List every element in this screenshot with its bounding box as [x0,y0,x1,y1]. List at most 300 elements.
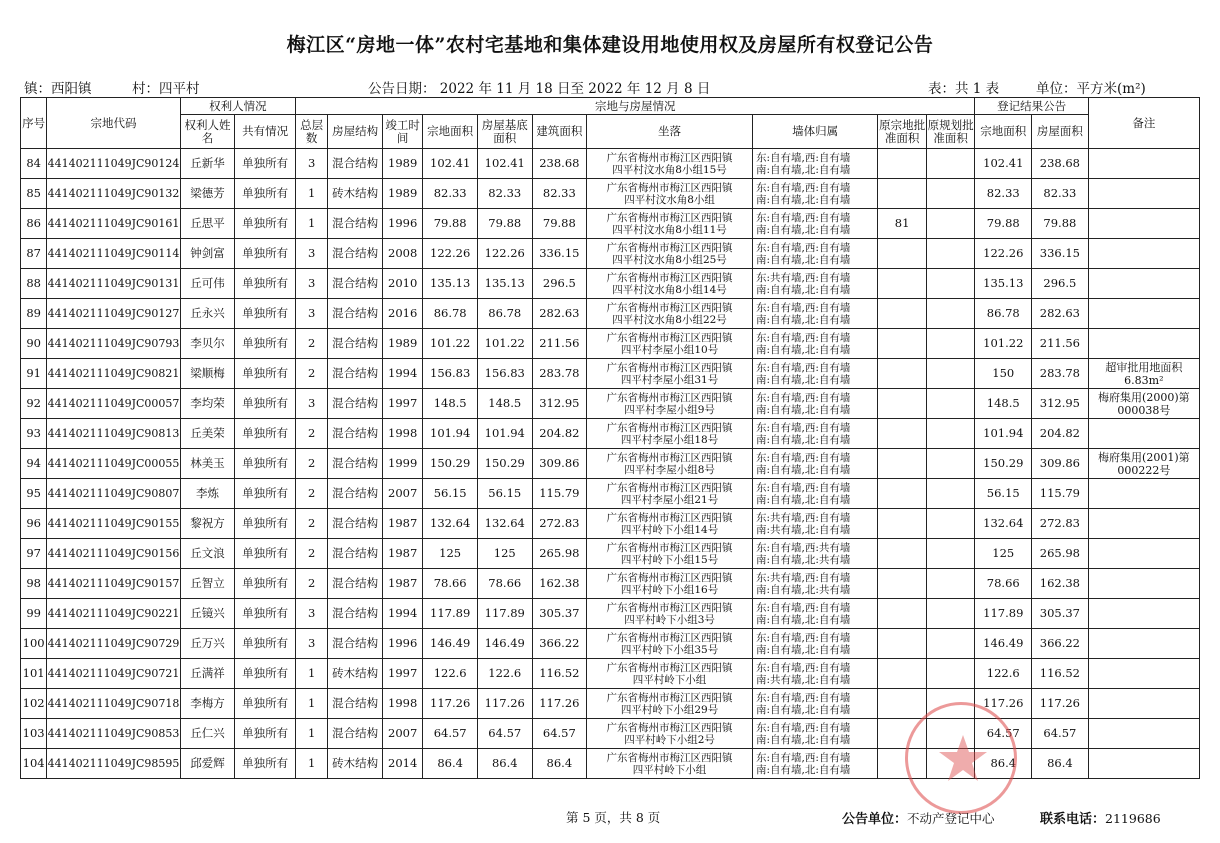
cell-orig-approved [878,149,927,179]
table-row [21,329,1200,359]
cell-wall-line1: 东:自有墙,西:自有墙 [755,721,851,734]
cell-wall-line1: 东:自有墙,西:自有墙 [755,631,851,644]
table-row [21,479,1200,509]
cell-floors: 2 [295,479,327,509]
cell-res-land: 125 [975,539,1032,569]
cell-location-line2: 四平村汶水角8小组11号 [612,223,727,236]
cell-structure: 混合结构 [328,449,383,479]
cell-res-house: 64.57 [1032,719,1089,749]
cell-location [587,419,753,449]
cell-structure: 混合结构 [328,269,383,299]
cell-base-area: 64.57 [477,719,532,749]
cell-land-area: 156.83 [423,359,478,389]
cell-structure: 混合结构 [328,389,383,419]
cell-seq: 94 [21,449,47,479]
cell-wall-line1: 东:共有墙,西:自有墙 [755,571,851,584]
cell-structure: 混合结构 [328,299,383,329]
cell-owner: 钟剑富 [180,239,235,269]
cell-build-area: 82.33 [532,179,587,209]
cell-base-area: 125 [477,539,532,569]
cell-wall-line2: 南:自有墙,北:自有墙 [755,163,851,176]
cell-wall-line1: 东:自有墙,西:自有墙 [755,211,851,224]
cell-res-house: 336.15 [1032,239,1089,269]
table-row [21,449,1200,479]
cell-orig-planned [926,329,975,359]
table-body [21,149,1200,779]
cell-code: 441402111049JC90221 [47,599,180,629]
header-base-area: 房屋基底面积 [477,115,532,149]
cell-res-land: 101.22 [975,329,1032,359]
table-row [21,629,1200,659]
cell-wall-line1: 东:自有墙,西:自有墙 [755,241,851,254]
cell-owner: 梁顺梅 [180,359,235,389]
cell-code: 441402111049JC90155 [47,509,180,539]
cell-location [587,479,753,509]
cell-structure: 混合结构 [328,149,383,179]
cell-land-area: 125 [423,539,478,569]
cell-base-area: 132.64 [477,509,532,539]
cell-wall-line1: 东:自有墙,西:自有墙 [755,181,851,194]
cell-wall [752,449,877,479]
cell-remark [1088,719,1199,749]
cell-res-house: 366.22 [1032,629,1089,659]
cell-build-area: 283.78 [532,359,587,389]
cell-orig-planned [926,599,975,629]
cell-wall [752,689,877,719]
cell-share: 单独所有 [235,539,296,569]
cell-share: 单独所有 [235,329,296,359]
cell-location-line2: 四平村李屋小组21号 [620,493,719,506]
notice-date: 公告日期： 2022 年 11 月 18 日至 2022 年 12 月 8 日 [368,81,711,97]
cell-location-line2: 四平村李屋小组10号 [620,343,719,356]
cell-location-line1: 广东省梅州市梅江区西阳镇 [606,331,733,344]
cell-seq: 101 [21,659,47,689]
cell-wall-line2: 南:共有墙,北:自有墙 [755,673,851,686]
cell-base-area: 86.78 [477,299,532,329]
cell-orig-planned [926,239,975,269]
cell-res-land: 64.57 [975,719,1032,749]
cell-orig-approved [878,179,927,209]
cell-remark [1088,299,1199,329]
cell-floors: 3 [295,269,327,299]
cell-seq: 98 [21,569,47,599]
cell-remark: 梅府集用(2001)第000222号 [1088,449,1199,479]
cell-build-area: 86.4 [532,749,587,779]
cell-res-land: 117.26 [975,689,1032,719]
cell-build-area: 305.37 [532,599,587,629]
cell-build-area: 265.98 [532,539,587,569]
cell-year: 1994 [382,359,422,389]
cell-orig-planned [926,629,975,659]
cell-location [587,359,753,389]
cell-share: 单独所有 [235,629,296,659]
table-row [21,419,1200,449]
cell-location-line1: 广东省梅州市梅江区西阳镇 [606,151,733,164]
cell-remark [1088,239,1199,269]
cell-orig-approved [878,359,927,389]
cell-owner: 丘智立 [180,569,235,599]
cell-res-land: 132.64 [975,509,1032,539]
cell-wall [752,209,877,239]
cell-location [587,149,753,179]
cell-structure: 混合结构 [328,509,383,539]
cell-orig-approved [878,299,927,329]
cell-structure: 混合结构 [328,719,383,749]
cell-seq: 89 [21,299,47,329]
cell-res-house: 86.4 [1032,749,1089,779]
cell-build-area: 282.63 [532,299,587,329]
cell-share: 单独所有 [235,149,296,179]
cell-orig-approved [878,269,927,299]
header-owner-name: 权利人姓名 [180,115,235,149]
cell-base-area: 122.26 [477,239,532,269]
cell-remark [1088,659,1199,689]
cell-orig-planned [926,479,975,509]
header-remark: 备注 [1088,98,1199,149]
cell-res-house: 238.68 [1032,149,1089,179]
cell-wall [752,569,877,599]
cell-remark [1088,209,1199,239]
header-res-land: 宗地面积 [975,115,1032,149]
cell-location-line2: 四平村岭下小组29号 [620,703,719,716]
cell-wall-line2: 南:自有墙,北:自有墙 [755,373,851,386]
cell-orig-planned [926,539,975,569]
cell-location-line1: 广东省梅州市梅江区西阳镇 [606,211,733,224]
cell-location [587,719,753,749]
cell-res-house: 116.52 [1032,659,1089,689]
cell-code: 441402111049JC90721 [47,659,180,689]
cell-seq: 84 [21,149,47,179]
cell-seq: 96 [21,509,47,539]
cell-code: 441402111049JC90131 [47,269,180,299]
cell-base-area: 56.15 [477,479,532,509]
cell-res-land: 146.49 [975,629,1032,659]
cell-floors: 2 [295,449,327,479]
cell-structure: 混合结构 [328,239,383,269]
cell-structure: 混合结构 [328,359,383,389]
cell-res-house: 296.5 [1032,269,1089,299]
cell-code: 441402111049JC90156 [47,539,180,569]
cell-location-line1: 广东省梅州市梅江区西阳镇 [606,391,733,404]
cell-year: 1998 [382,419,422,449]
cell-land-area: 56.15 [423,479,478,509]
cell-location-line2: 四平村汶水角8小组14号 [612,283,727,296]
cell-seq: 85 [21,179,47,209]
cell-share: 单独所有 [235,269,296,299]
cell-year: 1987 [382,509,422,539]
cell-seq: 99 [21,599,47,629]
cell-res-land: 79.88 [975,209,1032,239]
cell-location-line2: 四平村李屋小组18号 [620,433,719,446]
cell-wall [752,419,877,449]
cell-floors: 3 [295,299,327,329]
cell-res-land: 82.33 [975,179,1032,209]
cell-base-area: 117.89 [477,599,532,629]
cell-year: 1999 [382,449,422,479]
cell-location [587,239,753,269]
registration-table [20,97,1200,779]
header-floors: 总层数 [295,115,327,149]
cell-floors: 2 [295,509,327,539]
header-land-group: 宗地与房屋情况 [295,98,974,115]
cell-share: 单独所有 [235,569,296,599]
cell-wall [752,749,877,779]
cell-res-house: 115.79 [1032,479,1089,509]
cell-owner: 丘新华 [180,149,235,179]
cell-res-land: 148.5 [975,389,1032,419]
cell-land-area: 101.22 [423,329,478,359]
cell-orig-approved [878,569,927,599]
cell-location-line2: 四平村岭下小组 [632,673,707,686]
cell-owner: 丘万兴 [180,629,235,659]
cell-wall [752,509,877,539]
cell-base-area: 150.29 [477,449,532,479]
cell-location-line2: 四平村汶水角8小组25号 [612,253,727,266]
cell-code: 441402111049JC00057 [47,389,180,419]
cell-location-line1: 广东省梅州市梅江区西阳镇 [606,631,733,644]
cell-wall-line2: 南:自有墙,北:自有墙 [755,193,851,206]
cell-location-line2: 四平村汶水角8小组 [624,193,715,206]
cell-res-house: 312.95 [1032,389,1089,419]
cell-structure: 混合结构 [328,689,383,719]
header-orig-planned: 原规划批准面积 [926,115,975,149]
cell-orig-approved [878,239,927,269]
cell-base-area: 86.4 [477,749,532,779]
cell-build-area: 238.68 [532,149,587,179]
cell-owner: 李梅方 [180,689,235,719]
cell-orig-planned [926,509,975,539]
cell-owner: 丘镜兴 [180,599,235,629]
cell-wall-line1: 东:自有墙,西:自有墙 [755,601,851,614]
cell-base-area: 148.5 [477,389,532,419]
cell-floors: 2 [295,359,327,389]
cell-orig-approved [878,509,927,539]
table-row [21,539,1200,569]
cell-wall-line1: 东:自有墙,西:自有墙 [755,481,851,494]
cell-orig-planned [926,659,975,689]
cell-location-line1: 广东省梅州市梅江区西阳镇 [606,601,733,614]
cell-year: 1989 [382,329,422,359]
cell-location-line2: 四平村李屋小组31号 [620,373,719,386]
cell-location [587,209,753,239]
cell-wall [752,299,877,329]
cell-code: 441402111049JC90124 [47,149,180,179]
footer-phone-value: 2119686 [1105,811,1161,826]
cell-orig-planned [926,389,975,419]
cell-year: 1987 [382,569,422,599]
cell-share: 单独所有 [235,209,296,239]
cell-res-land: 135.13 [975,269,1032,299]
cell-wall-line2: 南:自有墙,北:自有墙 [755,223,851,236]
cell-location [587,509,753,539]
cell-structure: 混合结构 [328,629,383,659]
header-built-year: 竣工时间 [382,115,422,149]
cell-orig-approved [878,629,927,659]
cell-location-line1: 广东省梅州市梅江区西阳镇 [606,271,733,284]
cell-location [587,299,753,329]
cell-res-land: 122.26 [975,239,1032,269]
village-label: 村：四平村 [132,81,200,97]
cell-location-line1: 广东省梅州市梅江区西阳镇 [606,691,733,704]
cell-res-house: 117.26 [1032,689,1089,719]
header-land-area: 宗地面积 [423,115,478,149]
cell-wall [752,239,877,269]
cell-orig-approved [878,659,927,689]
cell-base-area: 135.13 [477,269,532,299]
cell-location [587,329,753,359]
cell-land-area: 102.41 [423,149,478,179]
cell-location [587,269,753,299]
cell-code: 441402111049JC90157 [47,569,180,599]
cell-orig-planned [926,419,975,449]
cell-structure: 砖木结构 [328,179,383,209]
cell-res-land: 102.41 [975,149,1032,179]
sheet-count: 表：共 1 表 [928,81,1000,97]
cell-remark [1088,419,1199,449]
cell-location-line1: 广东省梅州市梅江区西阳镇 [606,511,733,524]
cell-wall-line2: 南:自有墙,北:自有墙 [755,433,851,446]
cell-wall-line2: 南:自有墙,北:自有墙 [755,703,851,716]
cell-location-line2: 四平村岭下小组16号 [620,583,719,596]
cell-owner: 丘仁兴 [180,719,235,749]
cell-orig-approved [878,449,927,479]
cell-location-line1: 广东省梅州市梅江区西阳镇 [606,241,733,254]
cell-base-area: 102.41 [477,149,532,179]
header-result-group: 登记结果公告 [975,98,1088,115]
cell-location [587,659,753,689]
cell-seq: 102 [21,689,47,719]
header-structure: 房屋结构 [328,115,383,149]
header-wall: 墙体归属 [752,115,877,149]
footer-phone [1040,808,1161,827]
cell-wall [752,389,877,419]
cell-seq: 91 [21,359,47,389]
cell-location-line2: 四平村李屋小组9号 [624,403,715,416]
table-row [21,689,1200,719]
cell-owner: 丘思平 [180,209,235,239]
table-row [21,179,1200,209]
header-owner-group: 权利人情况 [180,98,295,115]
cell-year: 2007 [382,479,422,509]
cell-code: 441402111049JC90821 [47,359,180,389]
cell-year: 1997 [382,389,422,419]
cell-location [587,629,753,659]
cell-build-area: 79.88 [532,209,587,239]
cell-land-area: 122.26 [423,239,478,269]
cell-orig-planned [926,269,975,299]
cell-floors: 1 [295,749,327,779]
cell-orig-planned [926,359,975,389]
cell-base-area: 117.26 [477,689,532,719]
cell-wall-line1: 东:自有墙,西:自有墙 [755,361,851,374]
cell-wall [752,269,877,299]
table-row [21,209,1200,239]
cell-orig-approved: 81 [878,209,927,239]
header-build-area: 建筑面积 [532,115,587,149]
page-number: 第 5 页，共 8 页 [566,810,661,825]
cell-share: 单独所有 [235,359,296,389]
cell-wall-line1: 东:自有墙,西:自有墙 [755,751,851,764]
cell-land-area: 135.13 [423,269,478,299]
cell-orig-planned [926,209,975,239]
cell-remark [1088,179,1199,209]
cell-owner: 李炼 [180,479,235,509]
cell-orig-approved [878,599,927,629]
cell-code: 441402111049JC90718 [47,689,180,719]
cell-floors: 3 [295,599,327,629]
cell-land-area: 78.66 [423,569,478,599]
cell-orig-planned [926,179,975,209]
cell-floors: 2 [295,419,327,449]
cell-res-house: 162.38 [1032,569,1089,599]
cell-wall-line1: 东:自有墙,西:自有墙 [755,451,851,464]
cell-base-area: 101.22 [477,329,532,359]
cell-owner: 邱爱辉 [180,749,235,779]
cell-share: 单独所有 [235,509,296,539]
cell-location [587,449,753,479]
cell-owner: 林美玉 [180,449,235,479]
cell-location [587,539,753,569]
cell-share: 单独所有 [235,479,296,509]
cell-location-line1: 广东省梅州市梅江区西阳镇 [606,421,733,434]
cell-floors: 2 [295,329,327,359]
cell-wall-line2: 南:自有墙,北:自有墙 [755,283,851,296]
cell-wall-line1: 东:自有墙,西:自有墙 [755,151,851,164]
cell-seq: 103 [21,719,47,749]
header-seq: 序号 [21,98,47,149]
cell-year: 2016 [382,299,422,329]
cell-year: 2014 [382,749,422,779]
cell-remark [1088,479,1199,509]
cell-share: 单独所有 [235,449,296,479]
cell-share: 单独所有 [235,179,296,209]
cell-remark [1088,689,1199,719]
cell-wall-line2: 南:自有墙,北:自有墙 [755,733,851,746]
cell-wall-line1: 东:自有墙,西:自有墙 [755,661,851,674]
cell-res-land: 117.89 [975,599,1032,629]
table-row [21,149,1200,179]
cell-share: 单独所有 [235,719,296,749]
cell-floors: 3 [295,389,327,419]
cell-structure: 混合结构 [328,209,383,239]
cell-code: 441402111049JC90161 [47,209,180,239]
cell-wall-line2: 南:自有墙,北:自有墙 [755,493,851,506]
cell-land-area: 122.6 [423,659,478,689]
cell-floors: 1 [295,179,327,209]
cell-build-area: 116.52 [532,659,587,689]
cell-seq: 87 [21,239,47,269]
cell-wall-line2: 南:自有墙,北:共有墙 [755,553,851,566]
cell-wall [752,659,877,689]
cell-land-area: 101.94 [423,419,478,449]
cell-build-area: 115.79 [532,479,587,509]
cell-wall-line2: 南:自有墙,北:自有墙 [755,613,851,626]
cell-share: 单独所有 [235,299,296,329]
cell-year: 1989 [382,179,422,209]
cell-res-house: 82.33 [1032,179,1089,209]
cell-base-area: 79.88 [477,209,532,239]
cell-location-line2: 四平村李屋小组8号 [624,463,715,476]
cell-year: 1989 [382,149,422,179]
cell-wall-line1: 东:自有墙,西:自有墙 [755,421,851,434]
cell-code: 441402111049JC90853 [47,719,180,749]
cell-base-area: 146.49 [477,629,532,659]
cell-build-area: 64.57 [532,719,587,749]
cell-wall [752,329,877,359]
cell-year: 1996 [382,629,422,659]
cell-res-house: 305.37 [1032,599,1089,629]
page-title: 梅江区“房地一体”农村宅基地和集体建设用地使用权及房屋所有权登记公告 [286,34,934,56]
